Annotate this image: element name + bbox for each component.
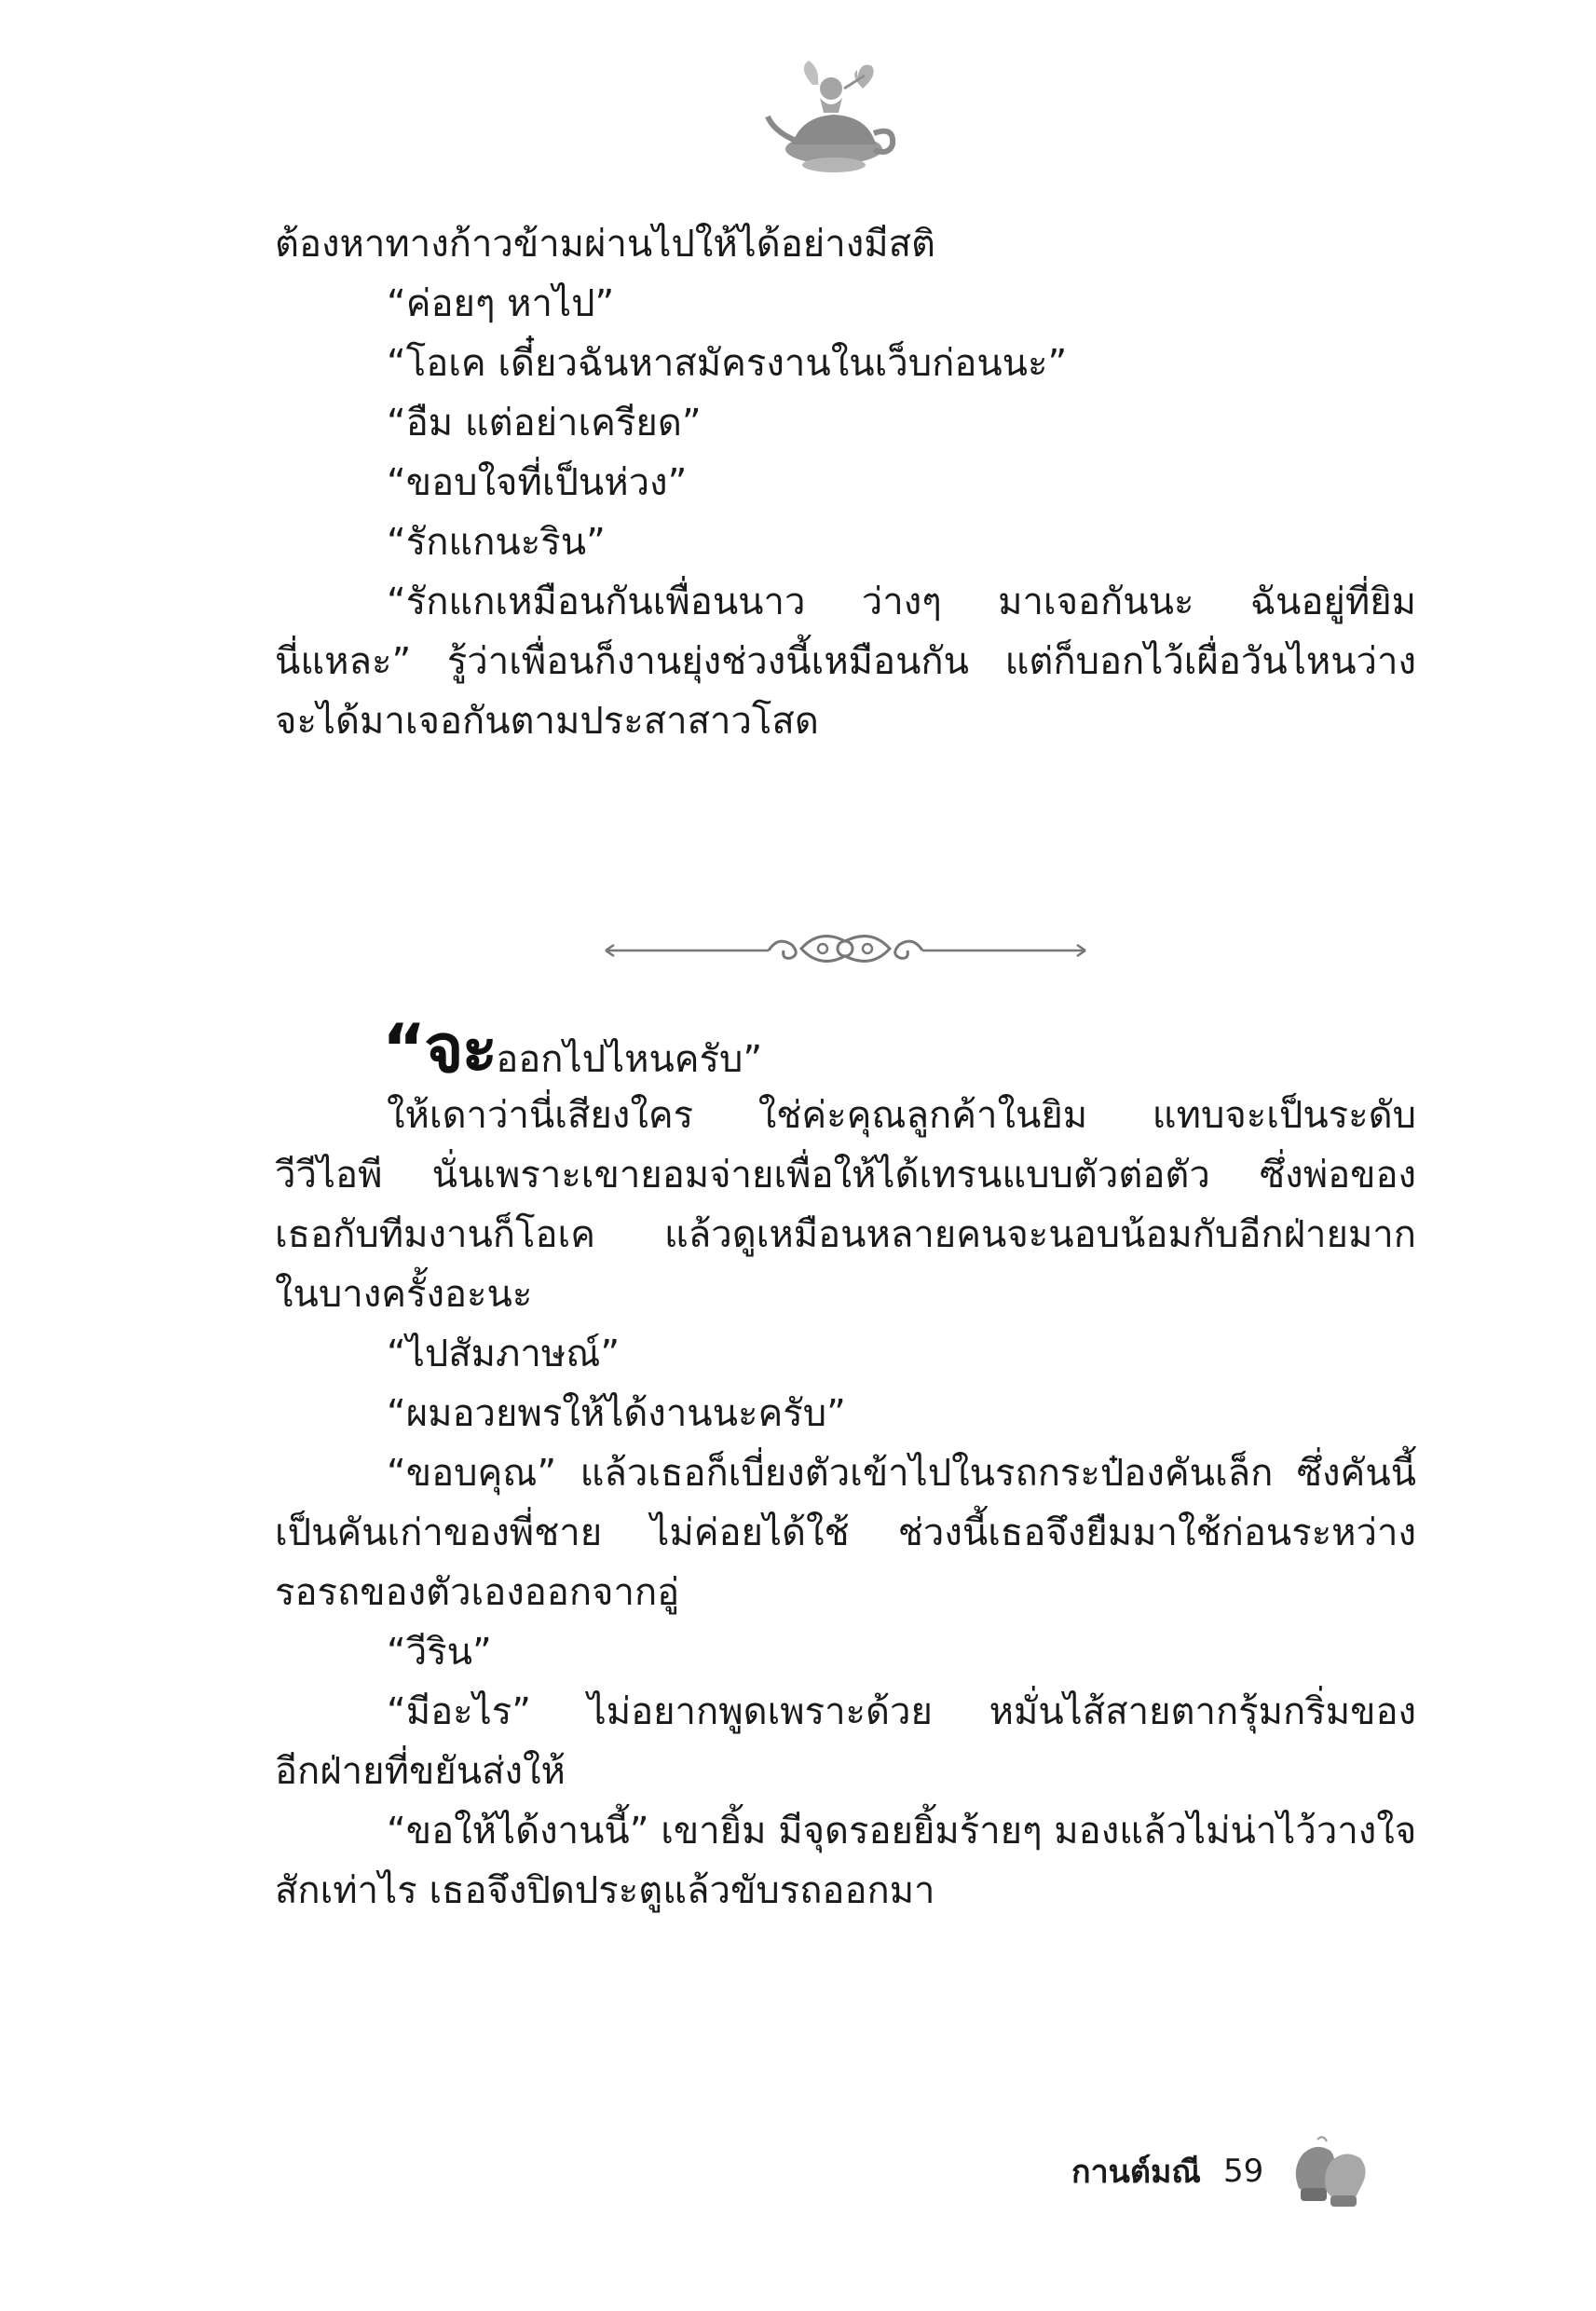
page-number: 59 xyxy=(1222,2153,1264,2190)
paragraph-line: อีกฝ่ายที่ขยันส่งให้ xyxy=(275,1750,566,1793)
chapter-opening-line xyxy=(275,1011,1416,1086)
paragraph-line: ให้เดาว่านี่เสียงใคร ใช่ค่ะคุณลูกค้าในยิม แทบจะเป็นระดับ xyxy=(387,1094,1416,1137)
boxing-gloves-icon xyxy=(1289,2132,1378,2211)
dialogue-line: “โอเค เดี๋ยวฉันหาสมัครงานในเว็บก่อนนะ” xyxy=(387,342,1068,385)
section-1 xyxy=(275,214,1416,751)
dialogue-line: “รักแกนะริน” xyxy=(387,521,606,564)
section-2 xyxy=(275,1011,1416,1921)
dialogue-line: “ไปสัมภาษณ์” xyxy=(387,1333,621,1375)
paragraph-line: ในบางครั้งอะนะ xyxy=(275,1273,533,1316)
paragraph-line: จะได้มาเจอกันตามประสาสาวโสด xyxy=(275,700,819,743)
dialogue-line: “ค่อยๆ หาไป” xyxy=(387,282,615,325)
paragraph-line: เธอกับทีมงานก็โอเค แล้วดูเหมือนหลายคนจะนอบน้อมกับอีกฝ่ายมาก xyxy=(275,1213,1416,1256)
dialogue-line: “ขอให้ได้งานนี้” เขายิ้ม มีจุดรอยยิ้มร้ายๆ มองแล้วไม่น่าไว้วางใจ xyxy=(387,1810,1417,1853)
paragraph-line: รอรถของตัวเองออกจากอู่ xyxy=(275,1571,680,1614)
paragraph-line: เป็นคันเก่าของพี่ชาย ไม่ค่อยได้ใช้ ช่วงนี้เธอจึงยืมมาใช้ก่อนระหว่าง xyxy=(275,1511,1416,1554)
dialogue-line: “มีอะไร” ไม่อยากพูดเพราะด้วย หมั่นไส้สายตากรุ้มกริ่มของ xyxy=(387,1690,1416,1733)
flourish-divider-icon xyxy=(601,923,1090,978)
dialogue-line: “ผมอวยพรให้ได้งานนะครับ” xyxy=(387,1392,846,1435)
page-footer xyxy=(1071,2139,1378,2204)
dialogue-line: “ขอบคุณ” แล้วเธอก็เบี่ยงตัวเข้าไปในรถกระป๋องคันเล็ก ซึ่งคันนี้ xyxy=(387,1452,1416,1495)
paragraph-line: ต้องหาทางก้าวข้ามผ่านไปให้ได้อย่างมีสติ xyxy=(275,223,935,266)
dialogue-line: “ขอบใจที่เป็นห่วง” xyxy=(387,461,688,504)
paragraph-line: วีวีไอพี นั่นเพราะเขายอมจ่ายเพื่อให้ได้เทรนแบบตัวต่อตัว ซึ่งพ่อของ xyxy=(275,1154,1416,1197)
dialogue-line: “รักแกเหมือนกันเพื่อนนาว ว่างๆ มาเจอกันนะ ฉันอยู่ที่ยิม xyxy=(387,581,1416,623)
book-title: กานต์มณี xyxy=(1071,2154,1201,2191)
dropcap: “จะ xyxy=(382,1009,497,1087)
cupid-teapot-icon xyxy=(764,51,904,182)
dialogue-line: “อืม แต่อย่าเครียด” xyxy=(387,402,702,444)
dialogue-line: “วีริน” xyxy=(387,1631,492,1674)
paragraph-line: สักเท่าไร เธอจึงปิดประตูแล้วขับรถออกมา xyxy=(275,1869,935,1912)
paragraph-line: นี่แหละ” รู้ว่าเพื่อนก็งานยุ่งช่วงนี้เหมือนกัน แต่ก็บอกไว้เผื่อวันไหนว่าง xyxy=(275,640,1416,683)
opening-line-rest: ออกไปไหนครับ” xyxy=(496,1038,763,1081)
